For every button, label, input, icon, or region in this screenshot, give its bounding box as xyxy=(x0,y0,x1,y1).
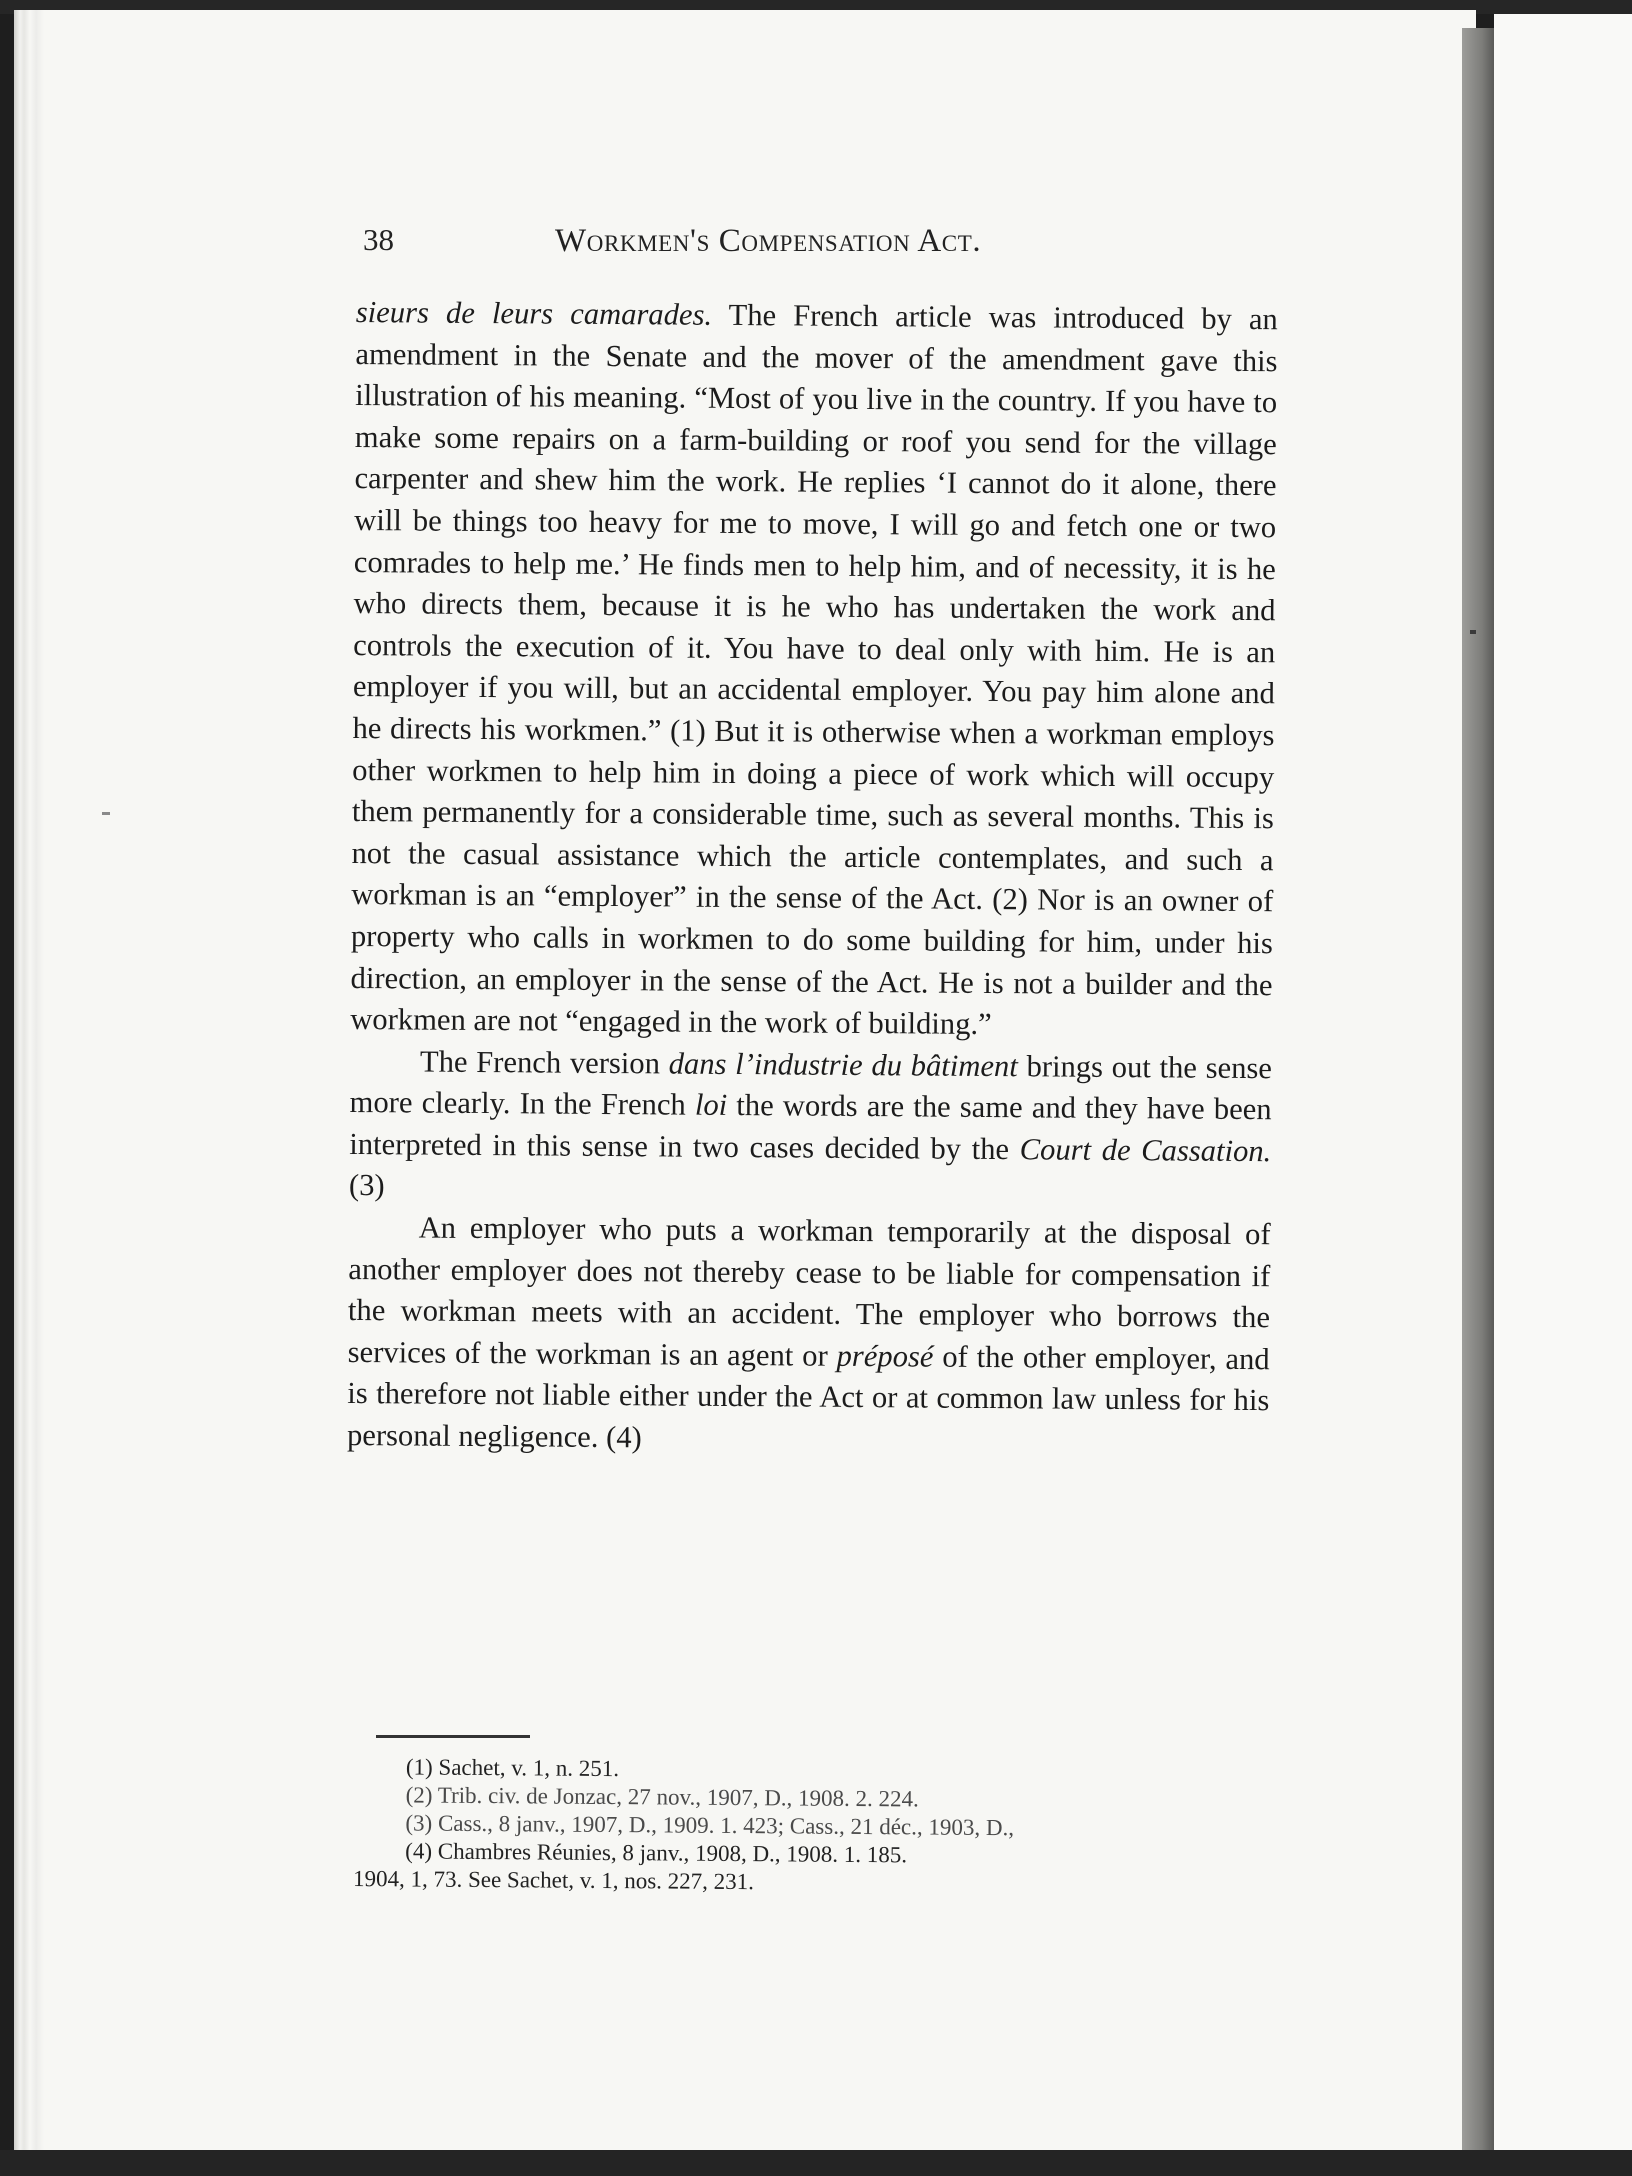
page-stack-edge xyxy=(14,10,44,2150)
footnote-rule xyxy=(376,1735,530,1738)
text-run: brings out the sense more clearly. In the French xyxy=(349,1048,1273,1122)
footnote-1: (1) Sachet, v. 1, n. 251. xyxy=(405,1754,620,1782)
paragraph xyxy=(349,1041,1272,1215)
footnote-3-continuation: 1904, 1, 73. See Sachet, v. 1, nos. 227, 231. xyxy=(352,1865,755,1895)
italic-run: préposé xyxy=(836,1338,934,1374)
text-run: the words are the same and they have been interpreted in this sense in two cases decided by the xyxy=(349,1088,1272,1167)
text-run: An employer who puts a workman temporarily at the disposal of another employer does not thereby cease to be liable for compensation if the workman meets with an accident. The employer who borrows the services of the workman is an agent or xyxy=(347,1210,1271,1373)
text-run: The French article was introduced by an amendment in the Senate and the mover of the amendment gave this illustration of his meaning. “Most of you live in the country. If you have to make some repairs on a farm-building or roof you send for the village carpenter and shew him the work. He replies ‘I cannot do it alone, there will be things too heavy for me to move, I will go and fetch one or two comrades to help me.’ He finds men to help him, and of necessity, it is he who directs them, because it is he who has undertaken the work and controls the execution of it. You have to deal only with him. He is an employer if you will, but an accidental employer. You pay him alone and he directs his workmen.” (1) But it is otherwise when a workman employs other workmen to help him in doing a piece of work which will occupy them permanently for a considerable time, such as several months. This is not the casual assistance which the article contemplates, and such a workman is an “employer” in the sense of the Act. (2) Nor is an owner of property who calls in workmen to do some building for him, under his direction, an employer in the sense of the Act. He is not a builder and the workmen are not “engaged in the work of building.” xyxy=(350,297,1278,1042)
page-number: 38 xyxy=(363,222,394,257)
scan-speck xyxy=(102,812,110,815)
running-title: Workmen's Compensation Act. xyxy=(555,223,982,259)
paragraph xyxy=(350,292,1278,1048)
scan-speck xyxy=(1470,630,1476,634)
italic-run: sieurs de leurs camarades. xyxy=(355,294,713,332)
scan-bottom-border xyxy=(0,2150,1632,2176)
text-run: (3) xyxy=(348,1168,385,1203)
text-run: The French version xyxy=(419,1044,669,1081)
body-text xyxy=(347,292,1278,1464)
italic-run: dans l’industrie du bâtiment xyxy=(668,1046,1018,1083)
gutter-shadow xyxy=(1462,28,1494,2150)
italic-run: loi xyxy=(694,1087,728,1123)
facing-page-edge xyxy=(1494,14,1632,2152)
running-head xyxy=(363,218,1083,266)
text-run: of the other employer, and is therefore not liable either under the Act or at common law unless for his personal negligence. (4) xyxy=(346,1339,1270,1455)
footnote-4: (4) Chambres Réunies, 8 janv., 1908, D., 1908. 1. 185. xyxy=(405,1838,908,1868)
footnote-2: (2) Trib. civ. de Jonzac, 27 nov., 1907, D., 1908. 2. 224. xyxy=(405,1782,919,1812)
footnote-3: (3) Cass., 8 janv., 1907, D., 1909. 1. 423; Cass., 21 déc., 1903, D., xyxy=(405,1810,1015,1841)
italic-run: Court de Cassation. xyxy=(1019,1132,1272,1169)
paragraph xyxy=(347,1207,1271,1464)
footnotes xyxy=(353,1753,1278,1900)
